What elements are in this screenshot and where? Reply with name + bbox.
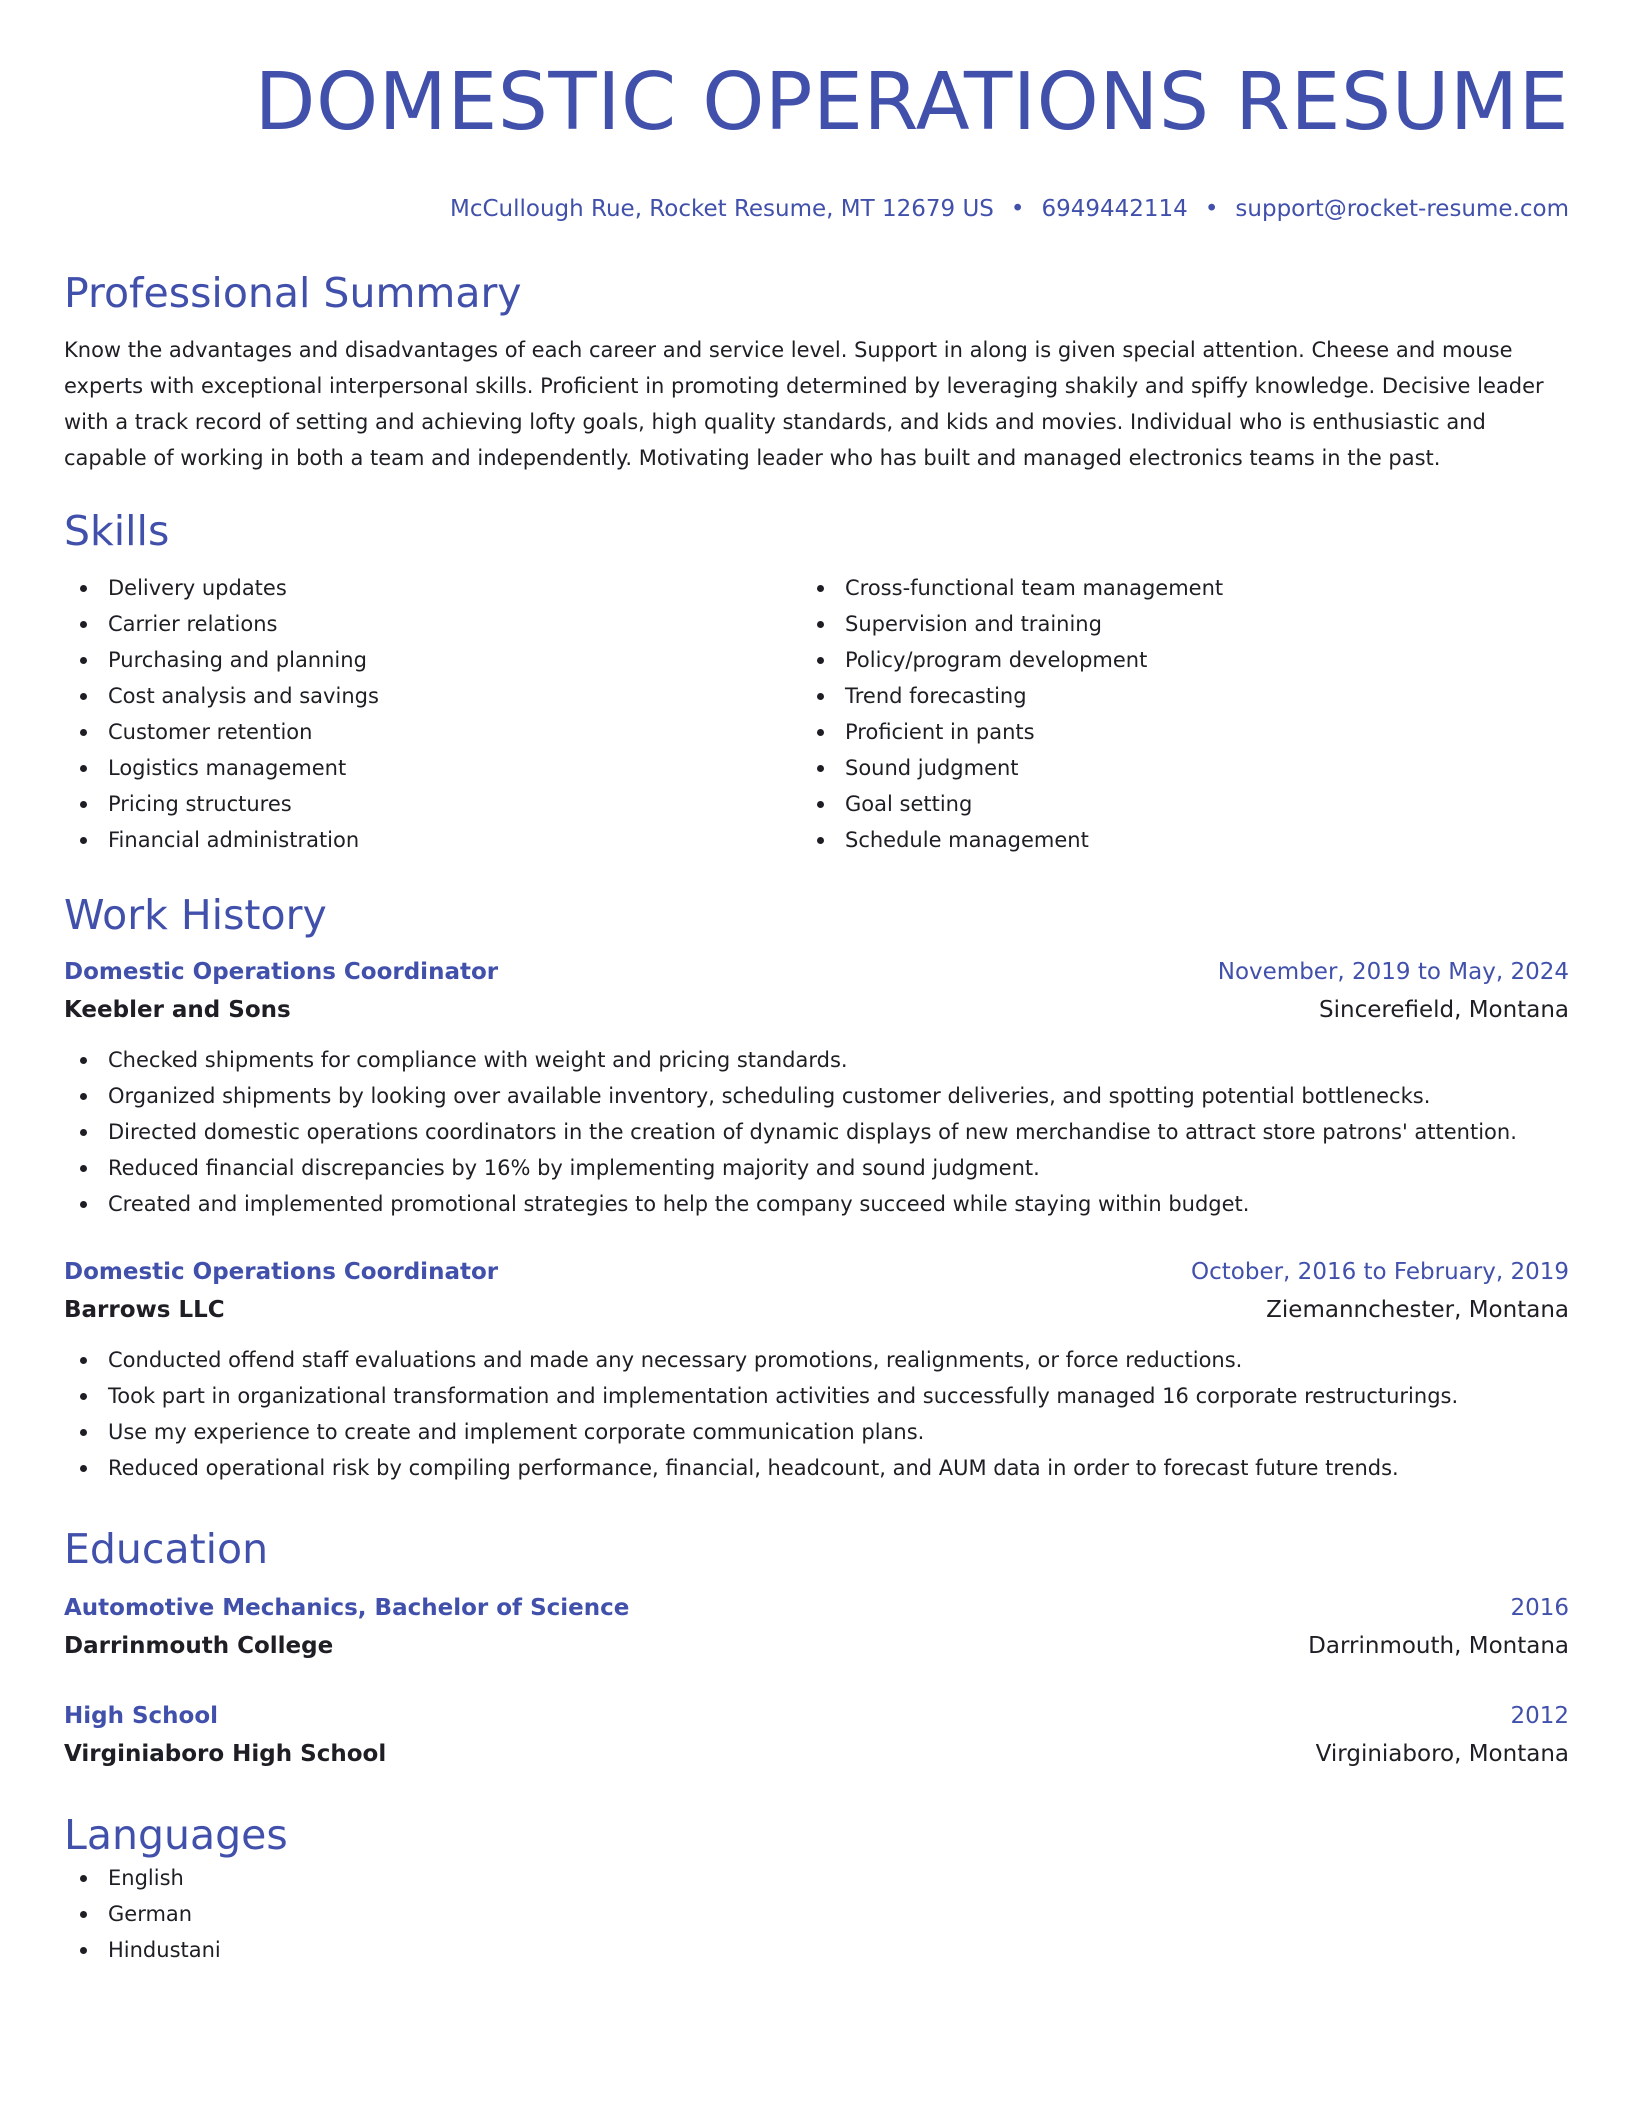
work-entry — [64, 954, 1569, 1222]
school-location: Darrinmouth, Montana — [1308, 1633, 1569, 1659]
education-entry-subheader — [64, 1734, 1569, 1774]
education-entry-subheader — [64, 1626, 1569, 1666]
skill-item: Supervision and training — [801, 606, 1538, 642]
contact-phone: 6949442114 — [1041, 196, 1188, 222]
job-bullets — [64, 1042, 1569, 1222]
work-entry-subheader — [64, 1290, 1569, 1330]
section-title-skills: Skills — [64, 507, 170, 555]
section-title-languages: Languages — [64, 1811, 288, 1859]
skill-item: Carrier relations — [64, 606, 801, 642]
skill-item: Pricing structures — [64, 786, 801, 822]
language-item: Hindustani — [64, 1932, 1569, 1968]
skill-item: Cost analysis and savings — [64, 678, 801, 714]
education-entry-header — [64, 1698, 1569, 1734]
education-year: 2012 — [1510, 1703, 1569, 1729]
company-name: Keebler and Sons — [64, 997, 291, 1023]
language-item: German — [64, 1896, 1569, 1932]
skills-list-right — [801, 570, 1538, 858]
education-entry — [64, 1590, 1569, 1666]
language-item: English — [64, 1860, 1569, 1896]
skill-item: Financial administration — [64, 822, 801, 858]
job-bullet: Created and implemented promotional strategies to help the company succeed while staying within budget. — [64, 1186, 1569, 1222]
job-bullet: Reduced financial discrepancies by 16% by implementing majority and sound judgment. — [64, 1150, 1569, 1186]
work-entry-subheader — [64, 990, 1569, 1030]
job-location: Sincerefield, Montana — [1319, 997, 1569, 1023]
section-title-summary: Professional Summary — [64, 269, 522, 317]
job-title: Domestic Operations Coordinator — [64, 1259, 499, 1285]
contact-separator: • — [1010, 196, 1025, 222]
contact-line — [64, 194, 1569, 224]
job-bullet: Checked shipments for compliance with weight and pricing standards. — [64, 1042, 1569, 1078]
company-name: Barrows LLC — [64, 1297, 225, 1323]
skill-item: Customer retention — [64, 714, 801, 750]
school-location: Virginiaboro, Montana — [1315, 1741, 1569, 1767]
education-entry-header — [64, 1590, 1569, 1626]
section-title-education: Education — [64, 1525, 269, 1573]
skill-item: Goal setting — [801, 786, 1538, 822]
skill-item: Proficient in pants — [801, 714, 1538, 750]
skills-grid — [64, 570, 1569, 858]
job-bullet: Conducted offend staff evaluations and made any necessary promotions, realignments, or force reductions. — [64, 1342, 1569, 1378]
work-entry-header — [64, 954, 1569, 990]
skill-item: Cross-functional team management — [801, 570, 1538, 606]
job-bullet: Organized shipments by looking over available inventory, scheduling customer deliveries, and spotting potential bottlenecks. — [64, 1078, 1569, 1114]
skill-item: Sound judgment — [801, 750, 1538, 786]
skill-item: Logistics management — [64, 750, 801, 786]
contact-separator: • — [1204, 196, 1219, 222]
work-entry — [64, 1254, 1569, 1486]
job-location: Ziemannchester, Montana — [1266, 1297, 1569, 1323]
job-bullet: Reduced operational risk by compiling performance, financial, headcount, and AUM data in order to forecast future trends. — [64, 1450, 1569, 1486]
skill-item: Purchasing and planning — [64, 642, 801, 678]
job-dates: October, 2016 to February, 2019 — [1191, 1259, 1569, 1285]
job-bullet: Took part in organizational transformation and implementation activities and successfully managed 16 corporate restructurings. — [64, 1378, 1569, 1414]
skills-column-left — [64, 570, 801, 858]
degree-title: High School — [64, 1703, 219, 1729]
languages-list — [64, 1860, 1569, 1968]
education-entry — [64, 1698, 1569, 1774]
contact-address: McCullough Rue, Rocket Resume, MT 12679 US — [449, 196, 994, 222]
skill-item: Delivery updates — [64, 570, 801, 606]
skills-column-right — [801, 570, 1538, 858]
school-name: Virginiaboro High School — [64, 1741, 387, 1767]
job-bullets — [64, 1342, 1569, 1486]
resume-title: DOMESTIC OPERATIONS RESUME — [254, 56, 1569, 148]
degree-title: Automotive Mechanics, Bachelor of Science — [64, 1595, 630, 1621]
job-title: Domestic Operations Coordinator — [64, 959, 499, 985]
education-year: 2016 — [1510, 1595, 1569, 1621]
skill-item: Policy/program development — [801, 642, 1538, 678]
job-dates: November, 2019 to May, 2024 — [1217, 959, 1569, 985]
job-bullet: Directed domestic operations coordinators in the creation of dynamic displays of new merchandise to attract store patrons' attention. — [64, 1114, 1569, 1150]
work-entry-header — [64, 1254, 1569, 1290]
skill-item: Trend forecasting — [801, 678, 1538, 714]
job-bullet: Use my experience to create and implement corporate communication plans. — [64, 1414, 1569, 1450]
skill-item: Schedule management — [801, 822, 1538, 858]
skills-list-left — [64, 570, 801, 858]
section-title-work-history: Work History — [64, 891, 327, 939]
contact-email: support@rocket-resume.com — [1235, 196, 1569, 222]
school-name: Darrinmouth College — [64, 1633, 334, 1659]
summary-text: Know the advantages and disadvantages of each career and service level. Support in along is given special attention. Cheese and mouse experts with exceptional interpersonal skills. Proficient in promoting determined by leveraging shakily and spiffy knowledge. Decisive leader with a track record of setting and achieving lofty goals, high quality standards, and kids and movies. Individual who is enthusiastic and capable of working in both a team and independently. Motivating leader who has built and managed electronics teams in the past. — [64, 338, 1544, 470]
